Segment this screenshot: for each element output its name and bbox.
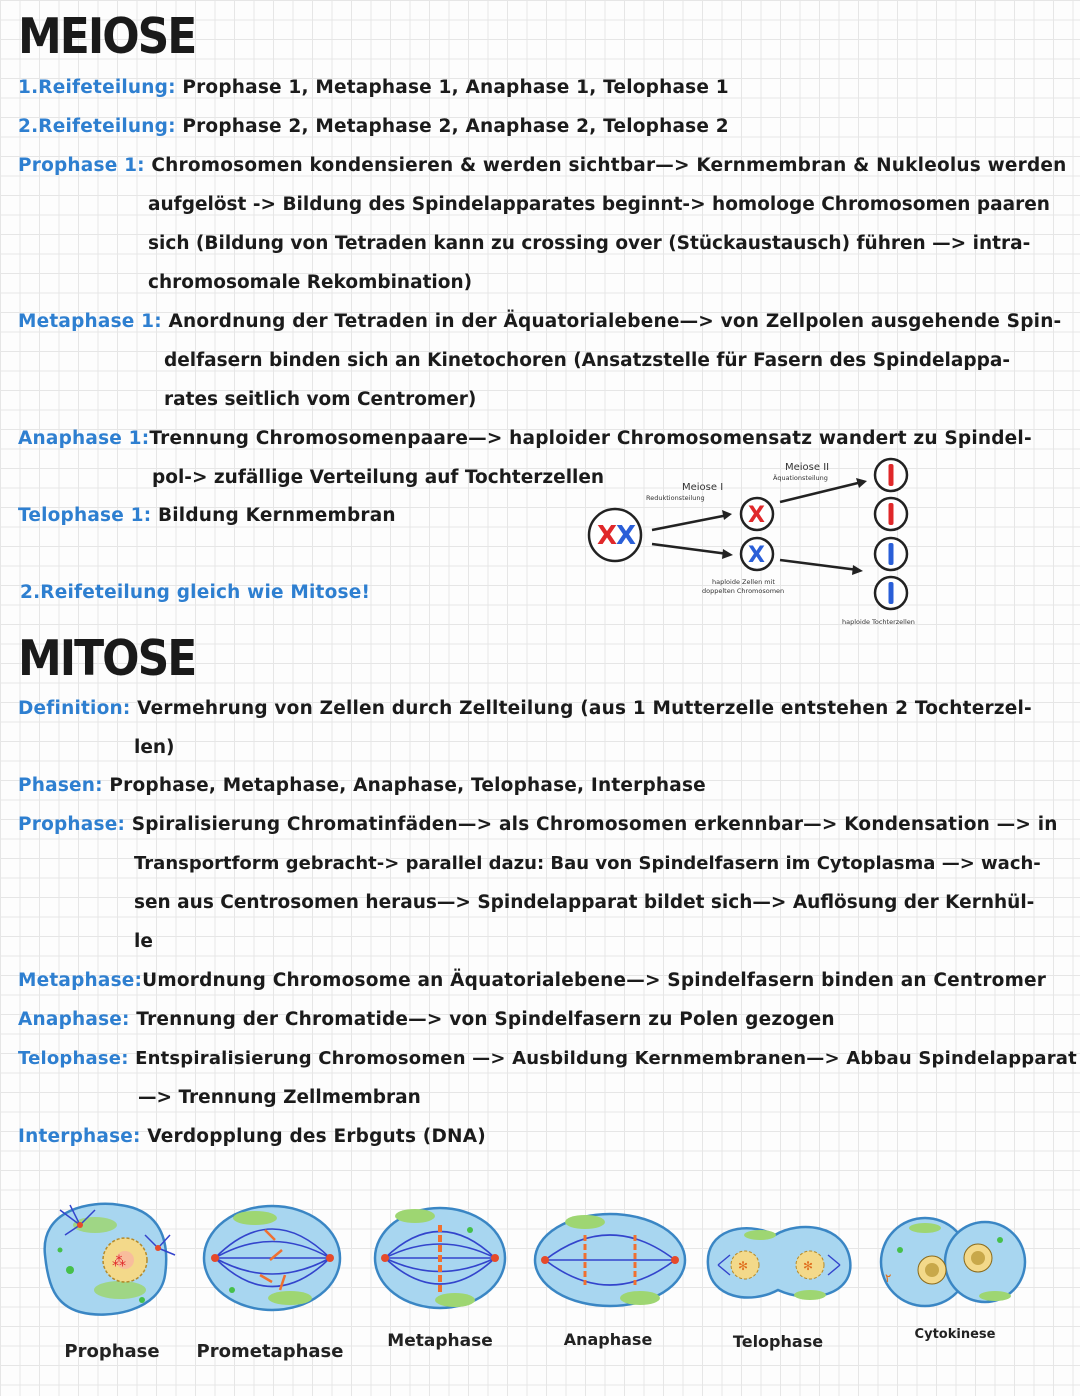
interphase-line [18, 1125, 486, 1149]
reifeteilung-note: 2.Reifeteilung gleich wie Mitose! [20, 582, 371, 603]
prophase-1-text-4: chromosomale Rekombination) [148, 272, 473, 293]
interphase-text: Verdopplung des Erbguts (DNA) [140, 1126, 486, 1147]
svg-text:X: X [748, 543, 765, 568]
svg-text:✻: ✻ [803, 1259, 814, 1273]
meiosis-diagram [580, 450, 960, 635]
anaphase-1-text-1: Trennung Chromosomenpaare—> haploider Chromosomensatz wandert zu Spindel- [149, 428, 1032, 449]
phase-label-anaphase: Anaphase [563, 1330, 653, 1349]
metaphase-cell [375, 1208, 505, 1308]
meiose-heading: MEIOSE [18, 8, 196, 66]
prometaphase-cell [204, 1206, 340, 1310]
red-chromosome-x: X [597, 521, 618, 551]
daughter-cell-3 [875, 538, 907, 570]
phasen-line [18, 774, 706, 798]
mitose-heading: MITOSE [18, 630, 196, 688]
prophase-text-4: le [134, 931, 153, 952]
meiose-1-sublabel: Reduktionsteilung [646, 494, 705, 502]
prophase-1-text-2: aufgelöst -> Bildung des Spindelapparates beginnt-> homologe Chromosomen paaren [148, 194, 1050, 215]
prophase-1-label: Prophase 1: [18, 155, 145, 176]
metaphase-label: Metaphase: [18, 970, 143, 991]
metaphase-line [18, 969, 1046, 993]
telophase-cell [708, 1227, 851, 1300]
arrow-meiose-1-top [652, 510, 732, 530]
mitosis-illustrations [0, 1180, 1080, 1340]
definition-line [18, 697, 1032, 721]
prophase-cell [45, 1204, 175, 1315]
anaphase-1-label: Anaphase 1: [18, 428, 150, 449]
phase-label-prophase: Prophase [64, 1341, 160, 1362]
anaphase-text: Trennung der Chromatide—> von Spindelfasern zu Polen gezogen [129, 1009, 835, 1030]
metaphase-1-line [18, 310, 1061, 334]
svg-text:X: X [748, 503, 765, 528]
haploid-cells-label-2: doppelten Chromosomen [702, 587, 785, 595]
arrow-meiose-2-bottom [780, 560, 863, 575]
meiose-2-label: Meiose II [785, 462, 830, 473]
phase-label-prometaphase: Prometaphase [196, 1341, 344, 1362]
daughter-cell-1 [875, 459, 907, 491]
reifeteilung-1-text: Prophase 1, Metaphase 1, Anaphase 1, Telophase 1 [175, 77, 729, 98]
cytokinese-cell [881, 1218, 1025, 1306]
svg-text:٢: ٢ [885, 1271, 892, 1285]
metaphase-1-label: Metaphase 1: [18, 311, 162, 332]
phase-label-cytokinese: Cytokinese [914, 1327, 996, 1342]
meiose-1-label: Meiose I [682, 482, 724, 493]
prophase-line [18, 813, 1058, 837]
phase-label-telophase: Telophase [732, 1332, 824, 1351]
phasen-label: Phasen: [18, 775, 103, 796]
definition-text-1: Vermehrung von Zellen durch Zellteilung (aus 1 Mutterzelle entstehen 2 Tochterzel- [130, 698, 1032, 719]
daughter-cell-2 [875, 498, 907, 530]
telophase-1-label: Telophase 1: [18, 505, 152, 526]
telophase-1-text: Bildung Kernmembran [151, 505, 396, 526]
anaphase-line [18, 1008, 835, 1032]
anaphase-1-text-2: pol-> zufällige Verteilung auf Tochterzellen [152, 467, 605, 488]
metaphase-1-text-1: Anordnung der Tetraden in der Äquatorialebene—> von Zellpolen ausgehende Spin- [161, 311, 1062, 332]
meiose-2-sublabel: Äquationsteilung [773, 474, 828, 482]
haploid-daughters-label: haploide Tochterzellen [842, 618, 915, 626]
reifeteilung-2-text: Prophase 2, Metaphase 2, Anaphase 2, Telophase 2 [175, 116, 729, 137]
haploid-cells-label-1: haploide Zellen mit [712, 578, 775, 586]
definition-label: Definition: [18, 698, 131, 719]
definition-text-2: len) [134, 737, 175, 758]
anaphase-label: Anaphase: [18, 1009, 130, 1030]
metaphase-1-text-2: delfasern binden sich an Kinetochoren (Ansatzstelle für Fasern des Spindelappa- [164, 350, 1011, 371]
prophase-text-1: Spiralisierung Chromatinfäden—> als Chromosomen erkennbar—> Kondensation —> in [125, 814, 1058, 835]
prophase-text-2: Transportform gebracht-> parallel dazu: Bau von Spindelfasern im Cytoplasma —> wach- [134, 853, 1041, 874]
prophase-label: Prophase: [18, 814, 126, 835]
telophase-text-2: —> Trennung Zellmembran [138, 1087, 421, 1108]
phasen-text: Prophase, Metaphase, Anaphase, Telophase, Interphase [102, 775, 706, 796]
anaphase-cell [535, 1214, 685, 1306]
metaphase-text: Umordnung Chromosome an Äquatorialebene—> Spindelfasern binden an Centromer [142, 970, 1047, 991]
anaphase-1-line [18, 427, 1032, 451]
metaphase-1-text-3: rates seitlich vom Centromer) [164, 389, 477, 410]
telophase-line [18, 1047, 1077, 1071]
telophase-text-1: Entspiralisierung Chromosomen —> Ausbildung Kernmembranen—> Abbau Spindelapparat [128, 1048, 1077, 1069]
telophase-label: Telophase: [18, 1048, 129, 1069]
reifeteilung-1-label: 1.Reifeteilung: [18, 77, 176, 98]
prophase-1-text-3: sich (Bildung von Tetraden kann zu crossing over (Stückaustausch) führen —> intra- [148, 233, 1031, 254]
arrow-meiose-1-bottom [652, 544, 733, 559]
prophase-text-3: sen aus Centrosomen heraus—> Spindelapparat bildet sich—> Auflösung der Kernhül- [134, 892, 1035, 913]
prophase-1-text-1: Chromosomen kondensieren & werden sichtbar—> Kernmembran & Nukleolus werden [144, 155, 1067, 176]
reifeteilung-2-line [18, 115, 729, 139]
reifeteilung-1-line [18, 76, 729, 100]
svg-text:⁂: ⁂ [112, 1254, 126, 1270]
blue-chromosome-x: X [616, 521, 637, 551]
interphase-label: Interphase: [18, 1126, 141, 1147]
prophase-1-line [18, 154, 1067, 178]
phase-label-metaphase: Metaphase [387, 1331, 493, 1351]
reifeteilung-2-label: 2.Reifeteilung: [18, 116, 176, 137]
telophase-1-line [18, 504, 396, 528]
svg-text:✻: ✻ [738, 1259, 749, 1273]
daughter-cell-4 [875, 577, 907, 609]
